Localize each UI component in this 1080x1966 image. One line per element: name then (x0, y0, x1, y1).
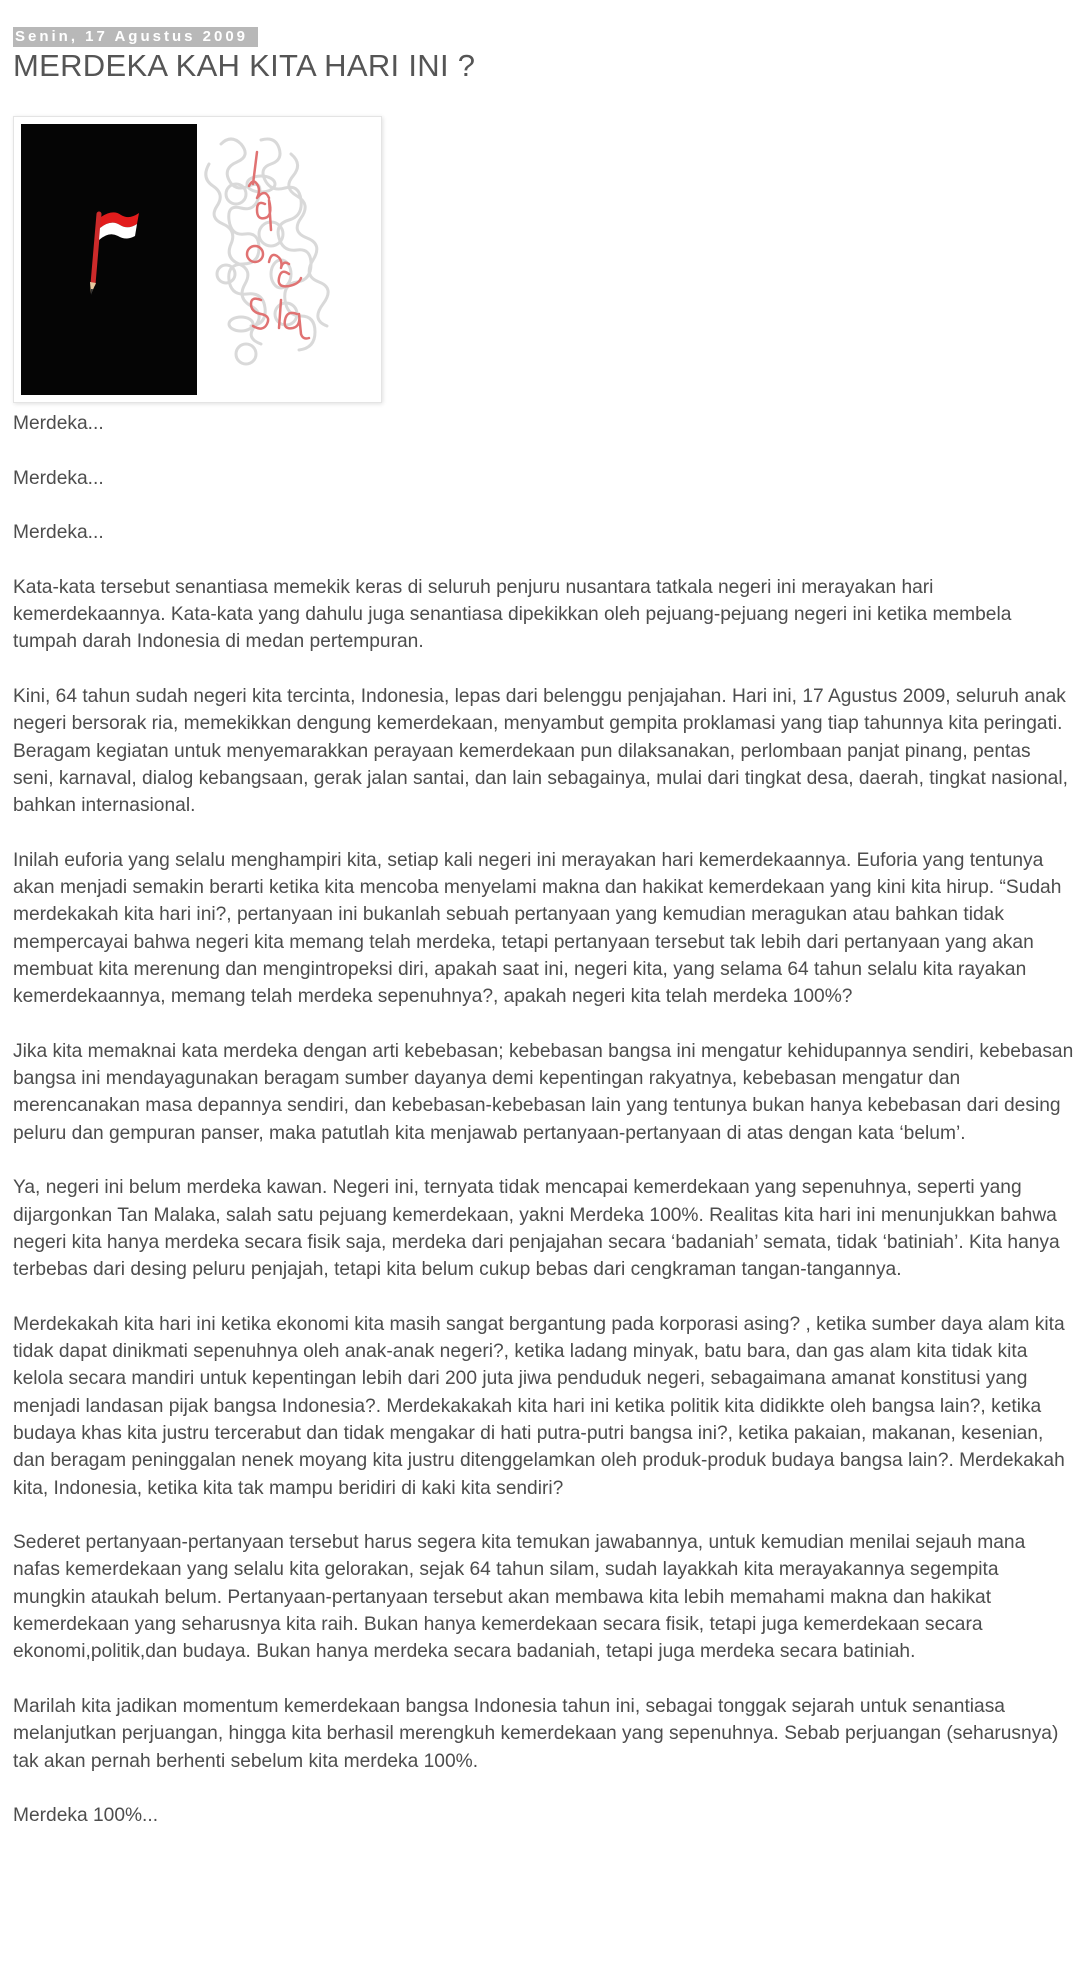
date-header: Senin, 17 Agustus 2009 (13, 27, 258, 47)
post-title[interactable]: MERDEKA KAH KITA HARI INI ? (13, 48, 476, 83)
paragraph: Ya, negeri ini belum merdeka kawan. Negeri ini, ternyata tidak mencapai kemerdekaan yang sepenuhnya, seperti yang dijargonkan Tan Malaka, salah satu pejuang kemerdekaan, yakni Merdeka 100%. Realitas kita hari ini menunjukkan bahwa negeri kita hanya merdeka secara fisik saja, merdeka dari penjajahan secara ‘badaniah’ semata, tidak ‘batiniah’. Kita hanya terbebas dari desing peluru penjajah, tetapi kita belum cukup bebas dari cengkraman tangan-tangannya. (13, 1177, 1060, 1281)
paragraph: Merdeka 100%... (13, 1805, 159, 1827)
black-panel (21, 124, 197, 395)
post-body (13, 410, 1075, 1857)
paragraph: Merdeka... (13, 467, 104, 489)
post-image[interactable] (13, 116, 382, 403)
paragraph: Merdekakah kita hari ini ketika ekonomi kita masih sangat bergantung pada korporasi asing? , ketika sumber daya alam kita tidak dapat dinikmati sepenuhnya oleh anak-anak negeri?, ketika ladang minyak, batu bara, dan gas alam kita tidak kita kelola secara mandiri untuk kepentingan lebih dari 200 juta jiwa penduduk negeri, sebagaimana amanat konstitusi yang menjadi landasan pijak bangsa Indonesia?. Merdekakakah kita hari ini ketika politik kita didikkte oleh bangsa lain?, ketika budaya khas kita justru tercerabut dan tidak mengakar di hati putra-putri bangsa ini?, ketika pakaian, makanan, kesenian, dan beragam peninggalan nenek moyang kita justru ditenggelamkan oleh produk-produk budaya bangsa lain?. Merdekakah kita, Indonesia, ketika kita tak mampu beridiri di kaki kita sendiri? (13, 1313, 1065, 1499)
indonesia-artwork (21, 124, 374, 395)
paragraph: Marilah kita jadikan momentum kemerdekaan bangsa Indonesia tahun ini, sebagai tonggak sejarah untuk senantiasa melanjutkan perjuangan, hingga kita berhasil merengkuh kemerdekaan yang sepenuhnya. Sebab perjuangan (seharusnya) tak akan pernah berhenti sebelum kita merdeka 100%. (13, 1695, 1059, 1772)
paragraph: Kini, 64 tahun sudah negeri kita tercinta, Indonesia, lepas dari belenggu penjajahan. Hari ini, 17 Agustus 2009, seluruh anak negeri bersorak ria, memekikkan dengung kemerdekaan, menyambut gempita proklamasi yang tiap tahunnya kita peringati. Beragam kegiatan untuk menyemarakkan perayaan kemerdekaan pun dilaksanakan, perlombaan panjat pinang, pentas seni, karnaval, dialog kebangsaan, gerak jalan santai, dan lain sebagainya, mulai dari tingkat desa, daerah, tingkat nasional, bahkan internasional. (13, 685, 1068, 817)
paragraph: Sederet pertanyaan-pertanyaan tersebut harus segera kita temukan jawabannya, untuk kemudian menilai sejauh mana nafas kemerdekaan yang selalu kita gelorakan, sejak 64 tahun silam, sudah layakkah kita merayakannya segempita mungkin ataukah belum. Pertanyaan-pertanyaan tersebut akan membawa kita lebih memahami makna dan hakikat kemerdekaan yang seharusnya kita raih. Bukan hanya kemerdekaan secara fisik, tetapi juga kemerdekaan secara ekonomi,politik,dan budaya. Bukan hanya merdeka secara badaniah, tetapi juga merdeka secara batiniah. (13, 1532, 1026, 1663)
paragraph: Merdeka... (13, 413, 104, 434)
paragraph: Jika kita memaknai kata merdeka dengan arti kebebasan; kebebasan bangsa ini mengatur kehidupannya sendiri, kebebasan bangsa ini mendayagunakan beragam sumber dayanya demi kepentingan rakyatnya, kebebasan mengatur dan merencanakan masa depannya sendiri, dan kebebasan-kebebasan lain yang tentunya bukan hanya kebebasan dari desing peluru dan gempuran panser, maka patutlah kita menjawab pertanyaan-pertanyaan di atas dengan kata ‘belum’. (13, 1040, 1074, 1144)
paragraph: Inilah euforia yang selalu menghampiri kita, setiap kali negeri ini merayakan hari kemerdekaannya. Euforia yang tentunya akan menjadi semakin berarti ketika kita mencoba menyelami makna dan hakikat kemerdekaan yang kini kita hirup. “Sudah merdekakah kita hari ini?, pertanyaan ini bukanlah sebuah pertanyaan yang kemudian meragukan atau bahkan tidak mempercayai bahwa negeri kita memang telah merdeka, tetapi pertanyaan tersebut tak lebih dari pertanyaan yang akan membuat kita merenung dan mengintropeksi diri, apakah saat ini, negeri kita, yang selama 64 tahun selalu kita rayakan kemerdekaannya, memang telah merdeka sepenuhnya?, apakah negeri kita telah merdeka 100%? (13, 849, 1062, 1008)
doodle-panel (206, 139, 328, 364)
paragraph: Merdeka... (13, 522, 104, 544)
paragraph: Kata-kata tersebut senantiasa memekik keras di seluruh penjuru nusantara tatkala negeri ini merayakan hari kemerdekaannya. Kata-kata yang dahulu juga senantiasa dipekikkan oleh pejuang-pejuang negeri ini ketika membela tumpah darah Indonesia di medan pertempuran. (13, 576, 1012, 653)
